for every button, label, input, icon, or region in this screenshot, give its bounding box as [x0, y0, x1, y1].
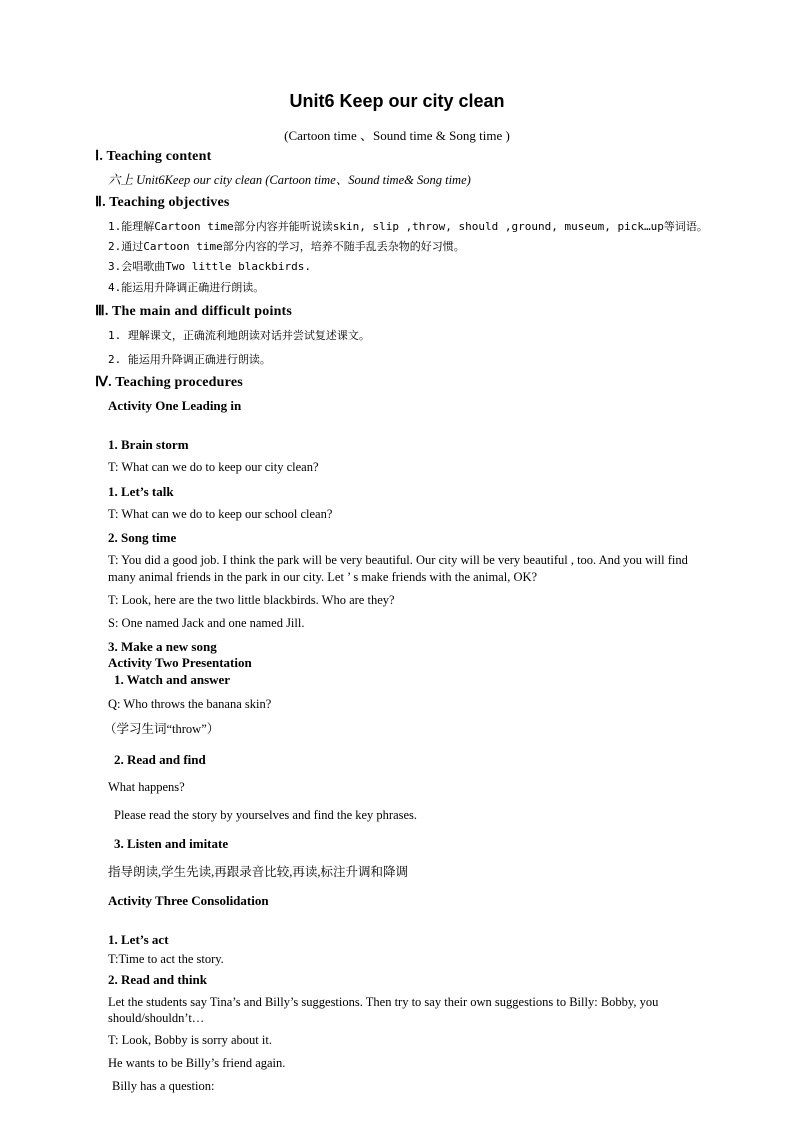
procedure-text: T: Look, here are the two little blackbirds. Who are they? — [108, 593, 395, 607]
procedure-heading: 2. Song time — [108, 530, 177, 545]
procedure-text: many animal friends in the park in our city. Let ’ s make friends with the animal, OK? — [108, 570, 538, 584]
procedure-heading: 3. Make a new song — [108, 639, 217, 654]
objective-item: 3.会唱歌曲Two little blackbirds. — [108, 260, 311, 273]
procedure-text: S: One named Jack and one named Jill. — [108, 616, 305, 630]
procedure-text: He wants to be Billy’s friend again. — [108, 1056, 286, 1070]
procedure-text: T: What can we do to keep our city clean? — [108, 460, 319, 474]
procedure-heading: 1. Brain storm — [108, 437, 189, 452]
procedure-text: Please read the story by yourselves and find the key phrases. — [114, 808, 418, 822]
procedure-heading: 3. Listen and imitate — [114, 836, 229, 851]
procedure-heading: Activity One Leading in — [108, 398, 242, 413]
section-heading-main-difficult-points: Ⅲ. The main and difficult points — [95, 304, 293, 319]
document-subtitle: (Cartoon time 、Sound time & Song time ) — [284, 128, 510, 143]
procedure-text: （学习生词“throw”） — [104, 722, 220, 736]
section-heading-teaching-objectives: Ⅱ. Teaching objectives — [95, 195, 230, 210]
teaching-content-text: 六上 Unit6Keep our city clean (Cartoon time、Sound time& Song time) — [108, 173, 471, 187]
objective-item: 2.通过Cartoon time部分内容的学习，培养不随手乱丢杂物的好习惯。 — [108, 240, 465, 253]
section-heading-teaching-procedures: Ⅳ. Teaching procedures — [95, 375, 243, 390]
procedure-text: T: Look, Bobby is sorry about it. — [108, 1033, 272, 1047]
procedure-heading: 1. Let’s act — [108, 932, 169, 947]
objective-item: 1.能理解Cartoon time部分内容并能听说读skin, slip ,throw, should ,ground, museum, pick…up等词语。 — [108, 220, 708, 233]
procedure-text: Q: Who throws the banana skin? — [108, 697, 272, 711]
procedure-text: T: What can we do to keep our school clean? — [108, 507, 333, 521]
procedure-heading: 2. Read and find — [114, 752, 206, 767]
point-item: 2. 能运用升降调正确进行朗读。 — [108, 353, 271, 366]
procedure-text: What happens? — [108, 780, 185, 794]
procedure-text: should/shouldn’t… — [108, 1011, 205, 1025]
procedure-text: Let the students say Tina’s and Billy’s suggestions. Then try to say their own suggestions to Billy: Bobby, you — [108, 995, 659, 1009]
section-heading-teaching-content: Ⅰ. Teaching content — [95, 149, 212, 164]
document-title: Unit6 Keep our city clean — [289, 91, 505, 111]
procedure-heading: 1. Watch and answer — [114, 672, 231, 687]
procedure-heading: 2. Read and think — [108, 972, 207, 987]
procedure-text: 指导朗读,学生先读,再跟录音比较,再读,标注升调和降调 — [108, 865, 409, 879]
procedure-heading: Activity Three Consolidation — [108, 893, 269, 908]
objective-item: 4.能运用升降调正确进行朗读。 — [108, 281, 265, 294]
point-item: 1. 理解课文，正确流利地朗读对话并尝试复述课文。 — [108, 329, 370, 342]
procedure-text: Billy has a question: — [112, 1079, 215, 1093]
procedure-text: T:Time to act the story. — [108, 952, 224, 966]
procedure-heading: Activity Two Presentation — [108, 655, 252, 670]
procedure-text: T: You did a good job. I think the park will be very beautiful. Our city will be very beautiful , too. And you will find — [108, 553, 688, 567]
procedure-heading: 1. Let’s talk — [108, 484, 174, 499]
